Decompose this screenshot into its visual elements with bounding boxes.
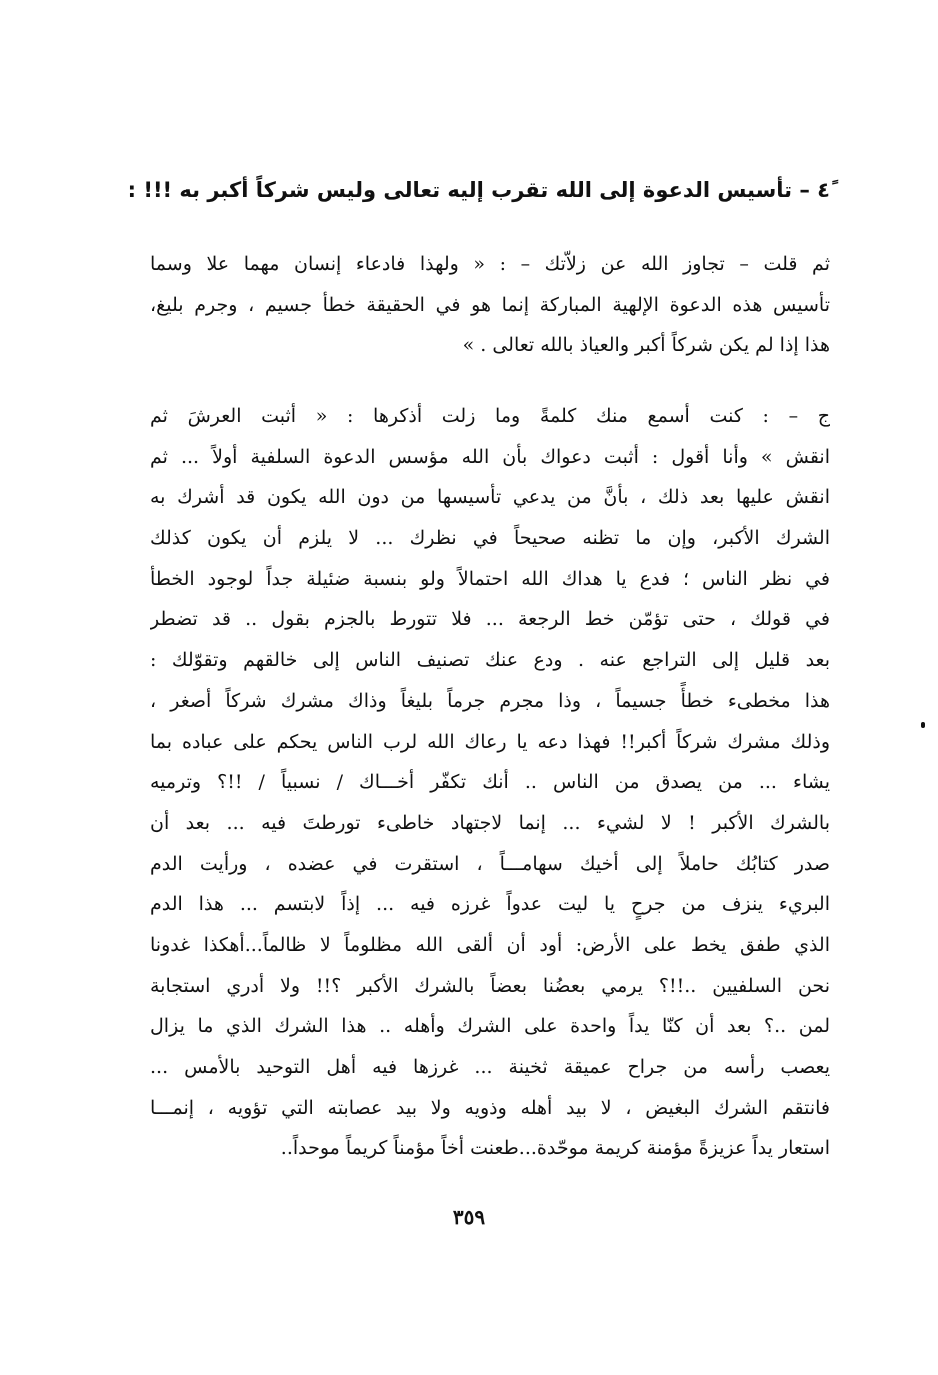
text-line: هذا إذا لم يكن شركاً أكبر والعياذ بالله تعالى . »	[462, 334, 830, 356]
text-line: بالشرك الأكبر ! لا لشيء ... إنما لاجتهاد خاطىء تورطتَ فيه ... بعد أن	[150, 811, 830, 834]
text-line: في قولك ، حتى تؤمّن خط الرجعة ... فلا تتورط بالجزم بقول .. قد تضطر	[150, 608, 830, 631]
paragraph-answer	[150, 396, 830, 1169]
text-line: وذلك مشرك شركاً أكبر!! فهذا دعه يا رعاك الله لرب الناس يحكم على عباده بما	[150, 730, 830, 753]
text-line: نحن السلفيين ..!!؟ يرمي بعضُنا بعضاً بالشرك الأكبر ؟!! ولا أدري استجابة	[150, 974, 830, 997]
text-line: الذي طفق يخط على الأرض: أود أن ألقى الله مظلوماً لا ظالماً...أهكذا غدونا	[150, 933, 830, 956]
text-line: هذا مخطىء خطأً جسيماً ، وذا مجرم جرماً بليغاً وذاك مشرك شركاً أصغر ،	[150, 689, 830, 712]
text-line: استعار يداً عزيزةً مؤمنة كريمة موحّدة...طعنت أخاً مؤمناً كريماً موحداً..	[280, 1137, 830, 1160]
paragraph-quote	[150, 244, 830, 366]
text-line: يشاء ... من يصدق من الناس .. أنك تكفّر أخـــاك / نسبياً / !!؟ وترميه	[150, 771, 830, 794]
text-line: ثم قلت – تجاوز الله عن زلاّتك – : « ولهذا فادعاء إنسان مهما علا وسما	[150, 253, 830, 275]
page-number: ٣٥٩	[452, 1205, 486, 1229]
text-line: بعد قليل إلى التراجع عنه . ودع عنك تصنيف الناس إلى خالقهم وتقوّلك :	[150, 649, 830, 672]
text-line: الشرك الأكبر، وإن ما تظنه صحيحاً في نظرك ... لا يلزم أن يكون كذلك	[150, 527, 830, 550]
text-line: في نظر الناس ؛ فدع يا هداك الله احتمالاً ولو بنسبة ضئيلة جداً لوجود الخطأ	[150, 567, 830, 590]
text-line: فانتقم الشرك البغيض ، لا بيد أهله وذويه ولا بيد عصابته التي تؤويه ، إنمـــا	[150, 1096, 830, 1119]
margin-mark	[921, 722, 925, 728]
text-line: صدر كتابُك حاملاً إلى أخيك سهامـــاً ، استقرت في عضده ، ورأيت الدم	[150, 852, 830, 875]
text-line: ج – : كنت أسمع منك كلمةً وما زلت أذكرها : « أثبت العرشَ ثم	[150, 405, 830, 427]
text-line: يعصب رأسه من جراح عميقة ثخينة ... غرزها فيه أهل التوحيد بالأمس ...	[150, 1056, 830, 1078]
text-line: لمن ..؟ بعد أن كنّا يداً واحدة على الشرك وأهله .. هذا الشرك الذي ما يزال	[150, 1015, 830, 1038]
text-line: انقش » وأنا أقول : أثبت دعواك بأن الله مؤسس الدعوة السلفية أولاً ... ثم	[150, 445, 830, 468]
text-line: تأسيس هذه الدعوة الإلهية المباركة إنما هو في الحقيقة خطأ جسيم ، وجرم بليغ،	[150, 293, 830, 316]
text-line: انقش عليها بعد ذلك ، بأنَّ من يدعي تأسيسها من دون الله يكون قد أشرك به	[150, 486, 830, 509]
text-line: البريء ينزف من جرحٍ يا ليت عدواً غرزه فيه ... إذاً لابتسم ... هذا الدم	[150, 893, 830, 916]
section-heading: ٤ً – تأسيس الدعوة إلى الله تقرب إليه تعالى وليس شركاً أكبر به !!! :	[127, 178, 830, 202]
